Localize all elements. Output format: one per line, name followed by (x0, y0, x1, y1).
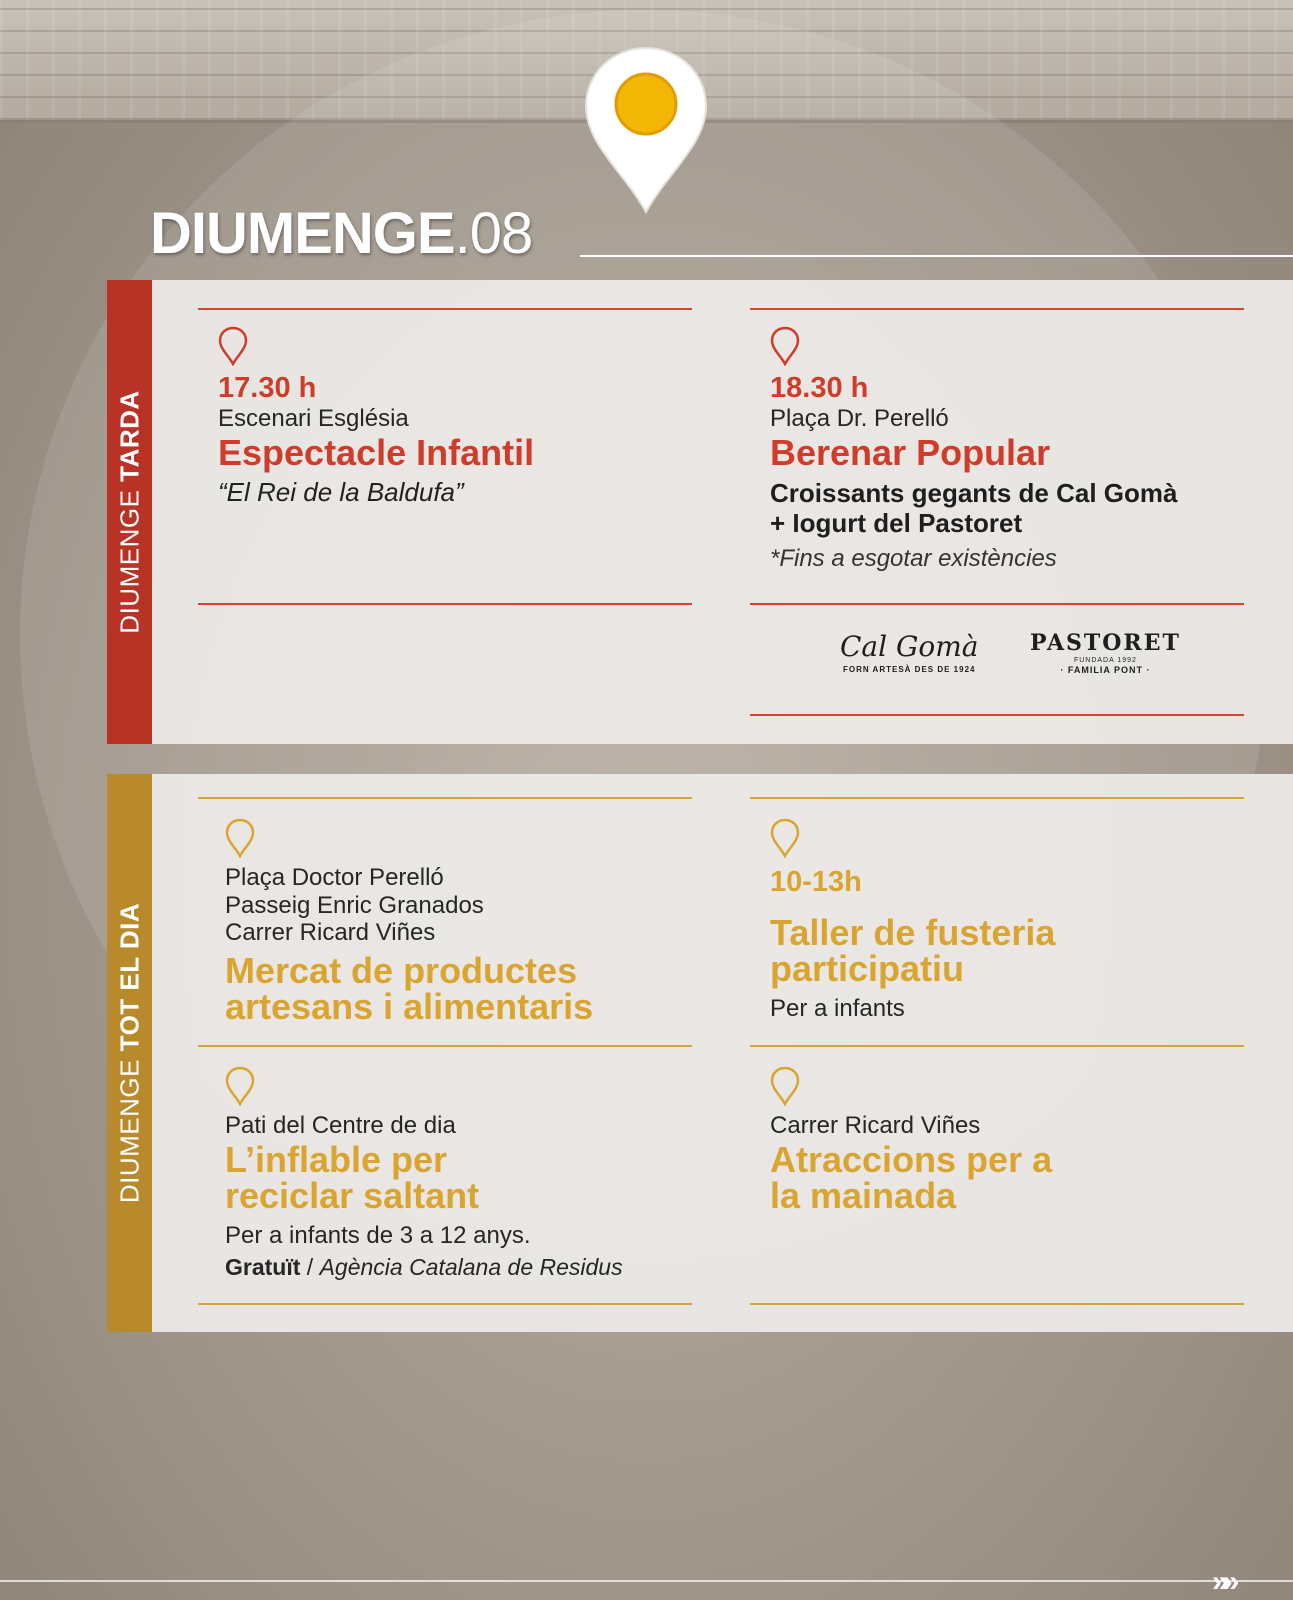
location-pin-icon (770, 326, 800, 366)
event-detail: Croissants gegants de Cal Gomà + Iogurt del Pastoret (770, 477, 1178, 538)
event-time: 17.30 h (218, 372, 317, 404)
divider (198, 308, 692, 310)
event-place: Plaça Dr. Perelló (770, 405, 949, 433)
event-title: Mercat de productes artesans i alimentaris (225, 949, 594, 1027)
divider (750, 603, 1244, 605)
event-card (225, 818, 685, 1025)
event-text: Per a infants de 3 a 12 anys. (225, 1221, 531, 1249)
event-card (770, 818, 1230, 1024)
event-title: Taller de fusteria participatiu (770, 912, 1056, 990)
event-subtitle: “El Rei de la Baldufa” (218, 476, 464, 507)
next-arrows-icon[interactable]: »» (1212, 1565, 1234, 1598)
event-title: Berenar Popular (770, 431, 1051, 473)
event-time: 18.30 h (770, 372, 869, 404)
divider (198, 603, 692, 605)
day-number: .08 (454, 201, 533, 266)
divider (750, 1303, 1244, 1305)
event-place: Escenari Església (218, 405, 409, 433)
tarda-label: DIUMENGE TARDA (114, 390, 144, 634)
divider (750, 308, 1244, 310)
event-card (770, 1066, 1230, 1214)
event-card (770, 326, 1250, 573)
event-place: Plaça Doctor Perelló Passeig Enric Granados Carrer Ricard Viñes (225, 864, 484, 947)
pastoret-logo: PASTORET FUNDADA 1992 · FAMILIA PONT · (1030, 630, 1181, 675)
day-name: DIUMENGE (150, 201, 455, 266)
location-pin-icon (218, 326, 248, 366)
event-card (225, 1066, 685, 1281)
event-credit: Gratuït / Agència Catalana de Residus (225, 1254, 623, 1281)
event-title: Atraccions per a la mainada (770, 1138, 1053, 1216)
location-pin-icon (582, 44, 710, 216)
divider (750, 1045, 1244, 1047)
divider (198, 797, 692, 799)
tot-el-dia-label: DIUMENGE TOT EL DIA (114, 902, 144, 1204)
event-note: *Fins a esgotar existències (770, 544, 1057, 572)
divider (750, 797, 1244, 799)
calgoma-logo: Cal Gomà FORN ARTESÀ DES DE 1924 (840, 630, 979, 674)
event-title: Espectacle Infantil (218, 431, 535, 473)
event-card (218, 326, 688, 508)
sponsor-logos (790, 630, 1210, 690)
location-pin-icon (225, 1066, 255, 1106)
location-pin-icon (225, 818, 255, 858)
divider (750, 714, 1244, 716)
divider (198, 1303, 692, 1305)
tarda-side-bar (107, 280, 152, 744)
page-title (150, 200, 532, 267)
bottom-divider (0, 1580, 1293, 1582)
event-text: Per a infants (770, 995, 905, 1023)
event-title: L’inflable per reciclar saltant (225, 1138, 480, 1216)
location-pin-icon (770, 1066, 800, 1106)
location-pin-icon (770, 818, 800, 858)
event-place: Carrer Ricard Viñes (770, 1112, 981, 1139)
divider (198, 1045, 692, 1047)
event-place: Pati del Centre de dia (225, 1112, 456, 1139)
tot-el-dia-side-bar (107, 774, 152, 1332)
event-time: 10-13h (770, 866, 862, 898)
title-divider (580, 255, 1293, 257)
